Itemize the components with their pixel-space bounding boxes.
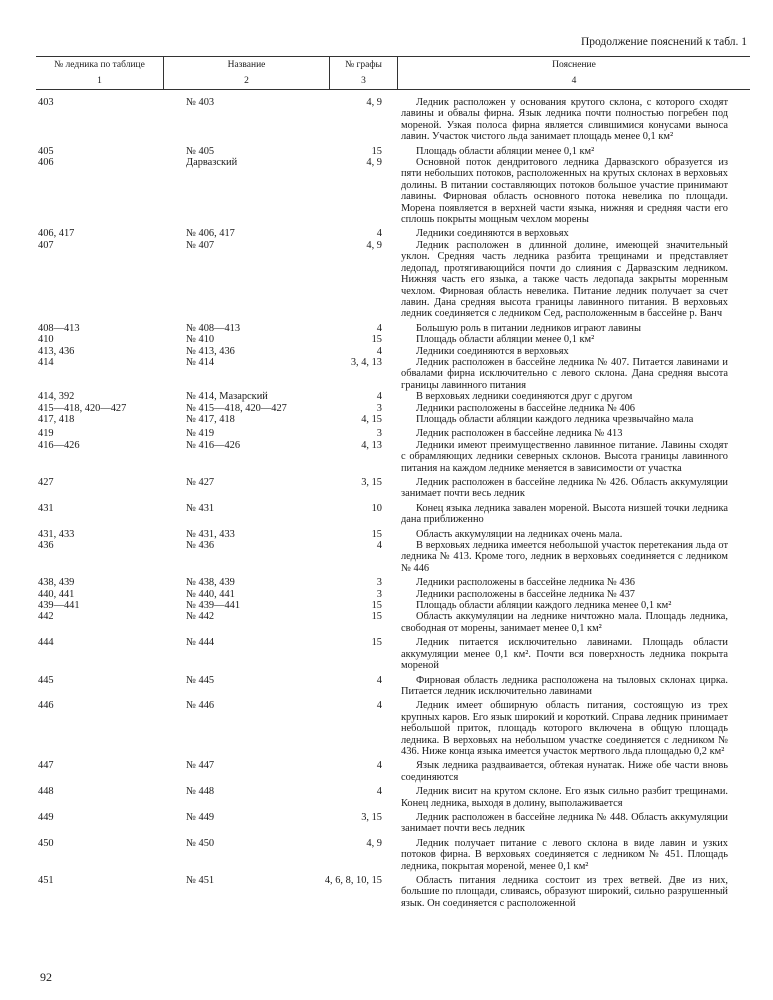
glacier-number: 408—413 bbox=[38, 322, 80, 334]
table-row bbox=[0, 786, 773, 809]
glacier-number: 406, 417 bbox=[38, 228, 75, 240]
graph-numbers: 4 bbox=[376, 391, 382, 403]
graph-numbers: 4 bbox=[376, 760, 382, 772]
table-row bbox=[0, 403, 773, 414]
table-row bbox=[0, 637, 773, 671]
glacier-number: 446 bbox=[38, 700, 54, 712]
explanation-text: Основной поток дендритового ледника Дарвазского образуется из пяти небольших потоков, расположенных на крутых склонах в верховьях долины. В питании составляющих потоков большое участие принимают лавины. Фирновая область основного потока невелика по площади. Морена появляется в верхней части языка, нижняя и средняя части его сплошь покрыты мощным чехлом морены bbox=[401, 157, 728, 226]
table-row bbox=[0, 838, 773, 872]
glacier-name: № 451 bbox=[186, 875, 215, 886]
glacier-number: 450 bbox=[38, 837, 54, 849]
table-row bbox=[0, 760, 773, 783]
glacier-name: № 445 bbox=[186, 674, 215, 686]
explanation-text: Площадь области абляции каждого ледника чрезвычайно мала bbox=[416, 413, 694, 425]
explanation-text: Ледник расположен в бассейне ледника № 426. Область аккумуляции занимает почти весь ледник bbox=[401, 477, 728, 500]
glacier-number: 449 bbox=[38, 811, 54, 823]
graph-numbers: 4, 9 bbox=[366, 97, 382, 108]
column-header-name: Название 2 bbox=[227, 60, 266, 86]
glacier-name: № 408—413 bbox=[186, 322, 241, 334]
header-top-rule bbox=[36, 56, 750, 57]
glacier-number: 419 bbox=[38, 428, 54, 440]
table-row bbox=[0, 97, 773, 143]
explanation-text: Язык ледника раздваивается, обтекая нунатак. Ниже обе части вновь соединяются bbox=[401, 760, 728, 783]
explanation-text: Ледник расположен в бассейне ледника № 407. Питается лавинами и обвалами фирна исключительно с левого склона. Дана средняя высота границы лавинного питания bbox=[401, 356, 728, 391]
table-row bbox=[0, 812, 773, 835]
glacier-number: 410 bbox=[38, 334, 54, 346]
explanation-text: Ледники расположены в бассейне ледника № 406 bbox=[416, 402, 635, 414]
glacier-name: № 444 bbox=[186, 637, 215, 649]
table-row bbox=[0, 428, 773, 439]
explanation-text: Ледники расположены в бассейне ледника № 436 bbox=[416, 577, 635, 589]
explanation-text: В верховьях ледника имеется небольшой участок перетекания льда от ледника № 413. Кроме того, ледник в верховьях соединяется с ледником № 446 bbox=[401, 540, 728, 574]
glacier-name: № 449 bbox=[186, 811, 215, 823]
explanation-text: Ледник питается исключительно лавинами. Площадь области аккумуляции менее 0,1 км². Почти вся поверхность ледника покрыта мореной bbox=[401, 637, 728, 672]
column-header-number: № ледника по таблице 1 bbox=[54, 60, 145, 86]
glacier-name: № 414 bbox=[186, 356, 215, 368]
graph-numbers: 3, 15 bbox=[361, 811, 382, 823]
graph-numbers: 3 bbox=[376, 588, 382, 600]
table-row bbox=[0, 600, 773, 611]
glacier-number: 414 bbox=[38, 356, 54, 368]
glacier-name: № 419 bbox=[186, 428, 215, 440]
glacier-name: № 410 bbox=[186, 334, 215, 346]
column-header-graph: № графы 3 bbox=[345, 60, 382, 86]
graph-numbers: 4 bbox=[376, 674, 382, 686]
glacier-number: 417, 418 bbox=[38, 413, 75, 425]
graph-numbers: 4 bbox=[376, 322, 382, 334]
graph-numbers: 4, 9 bbox=[366, 157, 382, 169]
glacier-name: № 446 bbox=[186, 700, 215, 712]
explanation-text: Ледник получает питание с левого склона в виде лавин и узких потоков фирна. В верховьях соединяется с ледником № 451. Площадь ледника, покрытая мореной, менее 0,1 км² bbox=[401, 837, 728, 872]
glacier-name: № 406, 417 bbox=[186, 228, 235, 240]
table-row bbox=[0, 529, 773, 540]
table-row bbox=[0, 477, 773, 500]
graph-numbers: 15 bbox=[371, 600, 382, 612]
glacier-name: № 403 bbox=[186, 97, 215, 108]
explanation-text: Ледник расположен в бассейне ледника № 448. Область аккумуляции занимает почти весь ледник bbox=[401, 811, 728, 835]
explanation-text: Область питания ледника состоит из трех ветвей. Две из них, большие по площади, сливаясь, образуют широкий, сильно разрушенный язык. Он соединяется с расположенной bbox=[401, 875, 728, 909]
graph-numbers: 3 bbox=[376, 577, 382, 589]
header-bottom-rule bbox=[36, 89, 750, 90]
graph-numbers: 4 bbox=[376, 786, 382, 798]
table-row bbox=[0, 334, 773, 345]
explanation-text: Ледники соединяются в верховьях bbox=[416, 345, 569, 357]
glacier-number: 447 bbox=[38, 760, 54, 772]
glacier-number: 405 bbox=[38, 145, 54, 157]
glacier-name: № 448 bbox=[186, 786, 215, 798]
glacier-number: 427 bbox=[38, 477, 54, 488]
glacier-number: 438, 439 bbox=[38, 577, 75, 589]
explanation-text: Конец языка ледника завален мореной. Высота низшей точки ледника дана приближенно bbox=[401, 502, 728, 526]
glacier-name: № 440, 441 bbox=[186, 588, 235, 600]
glacier-name: № 415—418, 420—427 bbox=[186, 402, 287, 414]
graph-numbers: 15 bbox=[371, 334, 382, 346]
graph-numbers: 4 bbox=[376, 700, 382, 712]
glacier-name: № 416—426 bbox=[186, 439, 241, 451]
glacier-name: № 447 bbox=[186, 760, 215, 772]
glacier-name: № 439—441 bbox=[186, 600, 241, 612]
explanation-text: Площадь области абляции каждого ледника менее 0,1 км² bbox=[416, 600, 672, 612]
table-row bbox=[0, 700, 773, 757]
glacier-number: 415—418, 420—427 bbox=[38, 402, 127, 414]
explanation-text: В верховьях ледники соединяются друг с другом bbox=[416, 391, 633, 403]
explanation-text: Ледник висит на крутом склоне. Его язык сильно разбит трещинами. Конец ледника, выходя в долину, выполаживается bbox=[401, 786, 728, 809]
table-row bbox=[0, 589, 773, 600]
table-body bbox=[0, 97, 773, 909]
graph-numbers: 4, 6, 8, 10, 15 bbox=[324, 875, 382, 886]
glacier-name: № 413, 436 bbox=[186, 345, 235, 357]
explanation-text: Область аккумуляции на ледниках очень мала. bbox=[416, 528, 623, 540]
graph-numbers: 4, 9 bbox=[366, 837, 382, 849]
graph-numbers: 4, 13 bbox=[361, 439, 382, 451]
glacier-number: 448 bbox=[38, 786, 54, 798]
graph-numbers: 15 bbox=[371, 637, 382, 649]
graph-numbers: 4 bbox=[376, 228, 382, 240]
graph-numbers: 3 bbox=[376, 428, 382, 440]
glacier-number: 442 bbox=[38, 611, 54, 623]
table-row bbox=[0, 611, 773, 634]
table-row bbox=[0, 240, 773, 320]
glacier-number: 413, 436 bbox=[38, 345, 75, 357]
graph-numbers: 3 bbox=[376, 402, 382, 414]
continuation-caption: Продолжение пояснений к табл. 1 bbox=[580, 36, 747, 48]
glacier-number: 403 bbox=[38, 97, 54, 108]
table-row bbox=[0, 357, 773, 391]
table-row bbox=[0, 323, 773, 334]
table-row bbox=[0, 346, 773, 357]
table-row bbox=[0, 875, 773, 909]
glacier-number: 439—441 bbox=[38, 600, 80, 612]
glacier-name: № 442 bbox=[186, 611, 215, 623]
table-row bbox=[0, 577, 773, 588]
graph-numbers: 15 bbox=[371, 145, 382, 157]
table-row bbox=[0, 146, 773, 157]
glacier-number: 451 bbox=[38, 875, 54, 886]
explanation-text: Площадь области абляции менее 0,1 км² bbox=[416, 145, 595, 157]
glacier-name: № 431 bbox=[186, 502, 215, 514]
explanation-text: Фирновая область ледника расположена на тыловых склонах цирка. Питается ледник исключительно лавинами bbox=[401, 674, 728, 697]
graph-numbers: 4, 15 bbox=[361, 413, 382, 425]
glacier-number: 440, 441 bbox=[38, 588, 75, 600]
graph-numbers: 3, 4, 13 bbox=[350, 356, 382, 368]
glacier-name: № 431, 433 bbox=[186, 528, 235, 540]
glacier-name: № 405 bbox=[186, 145, 215, 157]
glacier-number: 431 bbox=[38, 502, 54, 514]
table-row bbox=[0, 440, 773, 474]
glacier-name: № 417, 418 bbox=[186, 413, 235, 425]
glacier-number: 436 bbox=[38, 540, 54, 552]
table-row bbox=[0, 540, 773, 574]
glacier-number: 445 bbox=[38, 674, 54, 686]
table-row bbox=[0, 157, 773, 225]
table-row bbox=[0, 414, 773, 425]
graph-numbers: 15 bbox=[371, 611, 382, 623]
glacier-number: 406 bbox=[38, 157, 54, 169]
explanation-text: Ледник расположен в бассейне ледника № 413 bbox=[416, 428, 623, 440]
explanation-text: Площадь области абляции менее 0,1 км² bbox=[416, 334, 595, 346]
glacier-name: № 414, Мазарский bbox=[186, 391, 268, 403]
explanation-text: Большую роль в питании ледников играют лавины bbox=[416, 322, 641, 334]
explanation-text: Ледник расположен у основания крутого склона, с которого сходят лавины и обвалы фирна. Язык ледника почти полностью погребен под мореной. Узкая полоса фирна является слившимися конусами выноса лавин. Участок чистого льда занимает площадь менее 0,1 км² bbox=[401, 97, 728, 143]
explanation-text: Ледники имеют преимущественно лавинное питание. Лавины сходят с обрамляющих ледники северных склонов. Высота границы лавинного питания на каждом леднике меняется в зависимости от участка bbox=[401, 439, 728, 474]
explanation-text: Ледник расположен в длинной долине, имеющей значительный уклон. Средняя часть ледника разбита трещинами и представляет ледопад, протягивающийся почти до слияния с Дарвазским ледником. Нижняя часть его языка, а также часть ледопада закрыты моренным чехлом. Фирновая область невелика. Питание ледник получает за счет лавин. Дана средняя высота границы лавинного питания. В верховьях ледник соединяется с ледником Сед, расположенным в бассейне р. Ванч bbox=[401, 239, 728, 320]
glacier-name: № 436 bbox=[186, 540, 215, 552]
graph-numbers: 15 bbox=[371, 528, 382, 540]
glacier-number: 416—426 bbox=[38, 439, 80, 451]
glacier-number: 444 bbox=[38, 637, 54, 649]
explanation-text: Ледник имеет обширную область питания, состоящую из трех крупных каров. Его язык широкий и короткий. Справа ледник принимает небольшой приток, площадь которого включена в общую площадь ледника. В верховьях на небольшом участке соединяется с ледником № 436. Ниже конца языка имеется участок мертвого льда площадью 0,2 км² bbox=[401, 700, 728, 757]
explanation-text: Ледники расположены в бассейне ледника № 437 bbox=[416, 588, 635, 600]
explanation-text: Область аккумуляции на леднике ничтожно мала. Площадь ледника, свободная от морены, занимает менее 0,1 км² bbox=[401, 611, 728, 634]
graph-numbers: 10 bbox=[371, 502, 382, 514]
graph-numbers: 3, 15 bbox=[361, 477, 382, 488]
glacier-number: 414, 392 bbox=[38, 391, 75, 403]
glacier-number: 407 bbox=[38, 239, 54, 251]
glacier-name: № 427 bbox=[186, 477, 215, 488]
glacier-name: № 407 bbox=[186, 239, 215, 251]
graph-numbers: 4 bbox=[376, 345, 382, 357]
table-row bbox=[0, 391, 773, 402]
glacier-name: Дарвазский bbox=[186, 157, 238, 169]
explanation-text: Ледники соединяются в верховьях bbox=[416, 228, 569, 240]
table-row bbox=[0, 228, 773, 239]
column-header-explanation: Пояснение 4 bbox=[552, 60, 596, 86]
graph-numbers: 4, 9 bbox=[366, 239, 382, 251]
table-row bbox=[0, 675, 773, 698]
glacier-name: № 438, 439 bbox=[186, 577, 235, 589]
table-row bbox=[0, 503, 773, 526]
graph-numbers: 4 bbox=[376, 540, 382, 552]
glacier-name: № 450 bbox=[186, 837, 215, 849]
page-number: 92 bbox=[40, 970, 52, 984]
glacier-number: 431, 433 bbox=[38, 528, 75, 540]
